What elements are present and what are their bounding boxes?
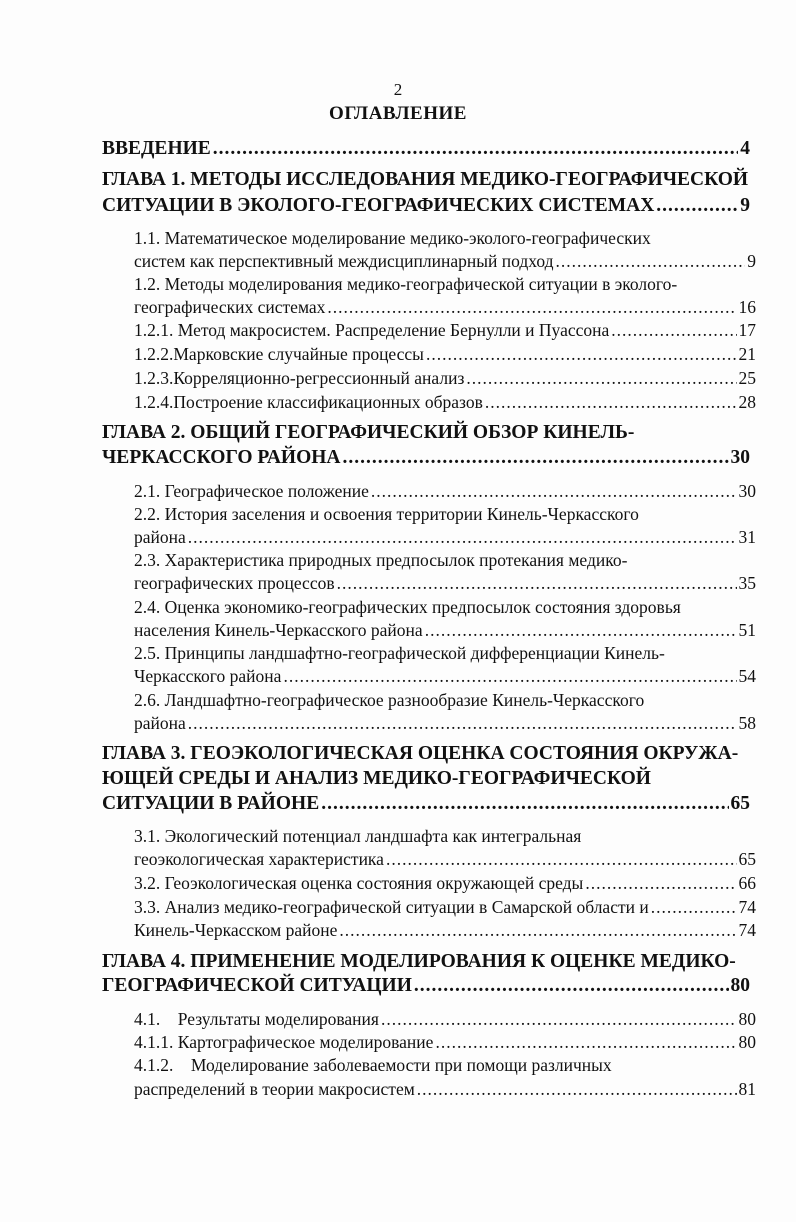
toc-chapter-2-page: 30 [730, 447, 750, 468]
toc-leader-dots [466, 366, 736, 390]
toc-leader-dots [414, 973, 729, 999]
toc-chapter-4-page: 80 [730, 975, 750, 996]
toc-entry [134, 525, 756, 549]
toc-entry-page: 65 [738, 849, 756, 869]
toc-leader-dots [435, 1030, 736, 1054]
toc-leader-dots [386, 847, 737, 871]
toc-chapter-3-line-1: ГЛАВА 3. ГЕОЭКОЛОГИЧЕСКАЯ ОЦЕНКА СОСТОЯНИЯ ОКРУЖА- [102, 743, 739, 764]
toc-entry [134, 295, 756, 319]
toc-leader-dots [585, 871, 736, 895]
toc-intro-text: ВВЕДЕНИЕ [102, 138, 211, 159]
toc-entry-page: 9 [747, 251, 756, 271]
toc-entry-text: 4.1. Результаты моделирования [134, 1009, 379, 1029]
toc-entry-page: 30 [738, 481, 756, 501]
toc-entry-text: 1.2.4.Построение классификационных образов [134, 392, 483, 412]
toc-chapter-1-title: СИТУАЦИИ В ЭКОЛОГО-ГЕОГРАФИЧЕСКИХ СИСТЕМАХ [102, 195, 655, 216]
toc-entry-page: 21 [738, 344, 756, 364]
toc-entry-text: географических системах [134, 297, 326, 317]
toc-entry-text: района [134, 527, 186, 547]
toc-entry-text: населения Кинель-Черкасского района [134, 620, 423, 640]
toc-entry: 2.2. История заселения и освоения территории Кинель-Черкасского [134, 504, 639, 524]
toc-entry-text: района [134, 713, 186, 733]
toc-entry [134, 249, 756, 273]
toc-leader-dots [188, 711, 737, 735]
toc-entry [134, 895, 756, 919]
toc-entry-page: 74 [738, 920, 756, 940]
toc-leader-dots [321, 791, 728, 817]
toc-entry-page: 28 [738, 392, 756, 412]
toc-chapter-4-title: ГЕОГРАФИЧЕСКОЙ СИТУАЦИИ [102, 975, 412, 996]
toc-leader-dots [213, 136, 738, 162]
toc-chapter-3-line-3 [102, 791, 750, 817]
toc-entry-page: 58 [738, 713, 756, 733]
toc-entry-page: 16 [738, 297, 756, 317]
toc-entry: 2.6. Ландшафтно-географическое разнообразие Кинель-Черкасского [134, 690, 645, 710]
toc-leader-dots [283, 664, 736, 688]
toc-entry: 3.1. Экологический потенциал ландшафта как интегральная [134, 826, 582, 846]
toc-entry: 2.4. Оценка экономико-географических предпосылок состояния здоровья [134, 597, 681, 617]
toc-entry-page: 17 [738, 320, 756, 340]
toc-leader-dots [188, 525, 737, 549]
toc-chapter-4-line-2 [102, 973, 750, 999]
toc-chapter-3-page: 65 [730, 793, 750, 814]
toc-chapter-2-title: ЧЕРКАССКОГО РАЙОНА [102, 447, 341, 468]
toc-chapter-1-page: 9 [740, 195, 750, 216]
toc-chapter-2-line-2 [102, 445, 750, 471]
toc-leader-dots [651, 895, 737, 919]
toc-entry-page: 54 [738, 666, 756, 686]
toc-intro [102, 136, 750, 162]
toc-leader-dots [611, 318, 736, 342]
toc-entry: 2.3. Характеристика природных предпосылок протекания медико- [134, 550, 628, 570]
toc-chapter-1-line-1: ГЛАВА 1. МЕТОДЫ ИССЛЕДОВАНИЯ МЕДИКО-ГЕОГРАФИЧЕСКОЙ [102, 169, 749, 190]
toc-entry-page: 35 [738, 573, 756, 593]
toc-leader-dots [426, 342, 737, 366]
page-title: ОГЛАВЛЕНИЕ [329, 103, 467, 124]
toc-entry: 1.2. Методы моделирования медико-географической ситуации в эколого- [134, 274, 678, 294]
toc-entry-text: распределений в теории макросистем [134, 1079, 415, 1099]
toc-entry-page: 25 [738, 368, 756, 388]
toc-chapter-4-line-1: ГЛАВА 4. ПРИМЕНЕНИЕ МОДЕЛИРОВАНИЯ К ОЦЕНКЕ МЕДИКО- [102, 951, 736, 972]
toc-leader-dots [425, 618, 737, 642]
toc-entry [134, 711, 756, 735]
toc-entry-text: геоэкологическая характеристика [134, 849, 384, 869]
toc-leader-dots [485, 390, 737, 414]
toc-entry-text: 3.2. Геоэкологическая оценка состояния окружающей среды [134, 873, 584, 893]
toc-leader-dots [656, 193, 738, 219]
toc-leader-dots [337, 571, 737, 595]
toc-leader-dots [381, 1007, 737, 1031]
toc-entry-text: Черкасского района [134, 666, 282, 686]
toc-entry [134, 1007, 756, 1031]
toc-entry [134, 871, 756, 895]
toc-entry-text: 3.3. Анализ медико-географической ситуации в Самарской области и [134, 897, 649, 917]
toc-entry-text: 2.1. Географическое положение [134, 481, 369, 501]
page-number: 2 [393, 80, 403, 99]
toc-chapter-1-line-2 [102, 193, 750, 219]
toc-entry [134, 1077, 756, 1101]
toc-entry [134, 571, 756, 595]
toc-leader-dots [339, 918, 736, 942]
toc-entry-page: 74 [738, 897, 756, 917]
toc-chapter-3-line-2: ЮЩЕЙ СРЕДЫ И АНАЛИЗ МЕДИКО-ГЕОГРАФИЧЕСКОЙ [102, 768, 651, 789]
toc-chapter-3-title: СИТУАЦИИ В РАЙОНЕ [102, 793, 320, 814]
toc-entry-page: 81 [738, 1079, 756, 1099]
toc-chapter-2-line-1: ГЛАВА 2. ОБЩИЙ ГЕОГРАФИЧЕСКИЙ ОБЗОР КИНЕЛЬ- [102, 422, 635, 443]
toc-entry-text: 4.1.1. Картографическое моделирование [134, 1032, 434, 1052]
toc-entry [134, 847, 756, 871]
toc-entry [134, 918, 756, 942]
toc-entry [134, 366, 756, 390]
toc-entry [134, 1030, 756, 1054]
toc-entry [134, 664, 756, 688]
toc-entry-text: 1.2.2.Марковские случайные процессы [134, 344, 424, 364]
toc-entry [134, 342, 756, 366]
toc-entry [134, 479, 756, 503]
toc-entry-page: 80 [738, 1009, 756, 1029]
toc-leader-dots [327, 295, 736, 319]
toc-entry [134, 618, 756, 642]
toc-entry-text: систем как перспективный междисциплинарный подход [134, 251, 554, 271]
toc-entry: 2.5. Принципы ландшафтно-географической дифференциации Кинель- [134, 643, 665, 663]
toc-leader-dots [343, 445, 729, 471]
toc-entry-page: 31 [738, 527, 756, 547]
toc-intro-page: 4 [740, 138, 750, 159]
toc-entry-text: 1.2.1. Метод макросистем. Распределение Бернулли и Пуассона [134, 320, 610, 340]
toc-entry [134, 390, 756, 414]
toc-entry-page: 80 [738, 1032, 756, 1052]
toc-entry: 4.1.2. Моделирование заболеваемости при помощи различных [134, 1055, 612, 1075]
toc-leader-dots [371, 479, 737, 503]
toc-entry-text: географических процессов [134, 573, 335, 593]
toc-entry-page: 66 [738, 873, 756, 893]
toc-entry: 1.1. Математическое моделирование медико-эколого-географических [134, 228, 651, 248]
toc-entry-page: 51 [738, 620, 756, 640]
toc-entry-text: 1.2.3.Корреляционно-регрессионный анализ [134, 368, 465, 388]
toc-entry-text: Кинель-Черкасском районе [134, 920, 338, 940]
toc-entry [134, 318, 756, 342]
toc-leader-dots [556, 249, 746, 273]
toc-leader-dots [417, 1077, 737, 1101]
